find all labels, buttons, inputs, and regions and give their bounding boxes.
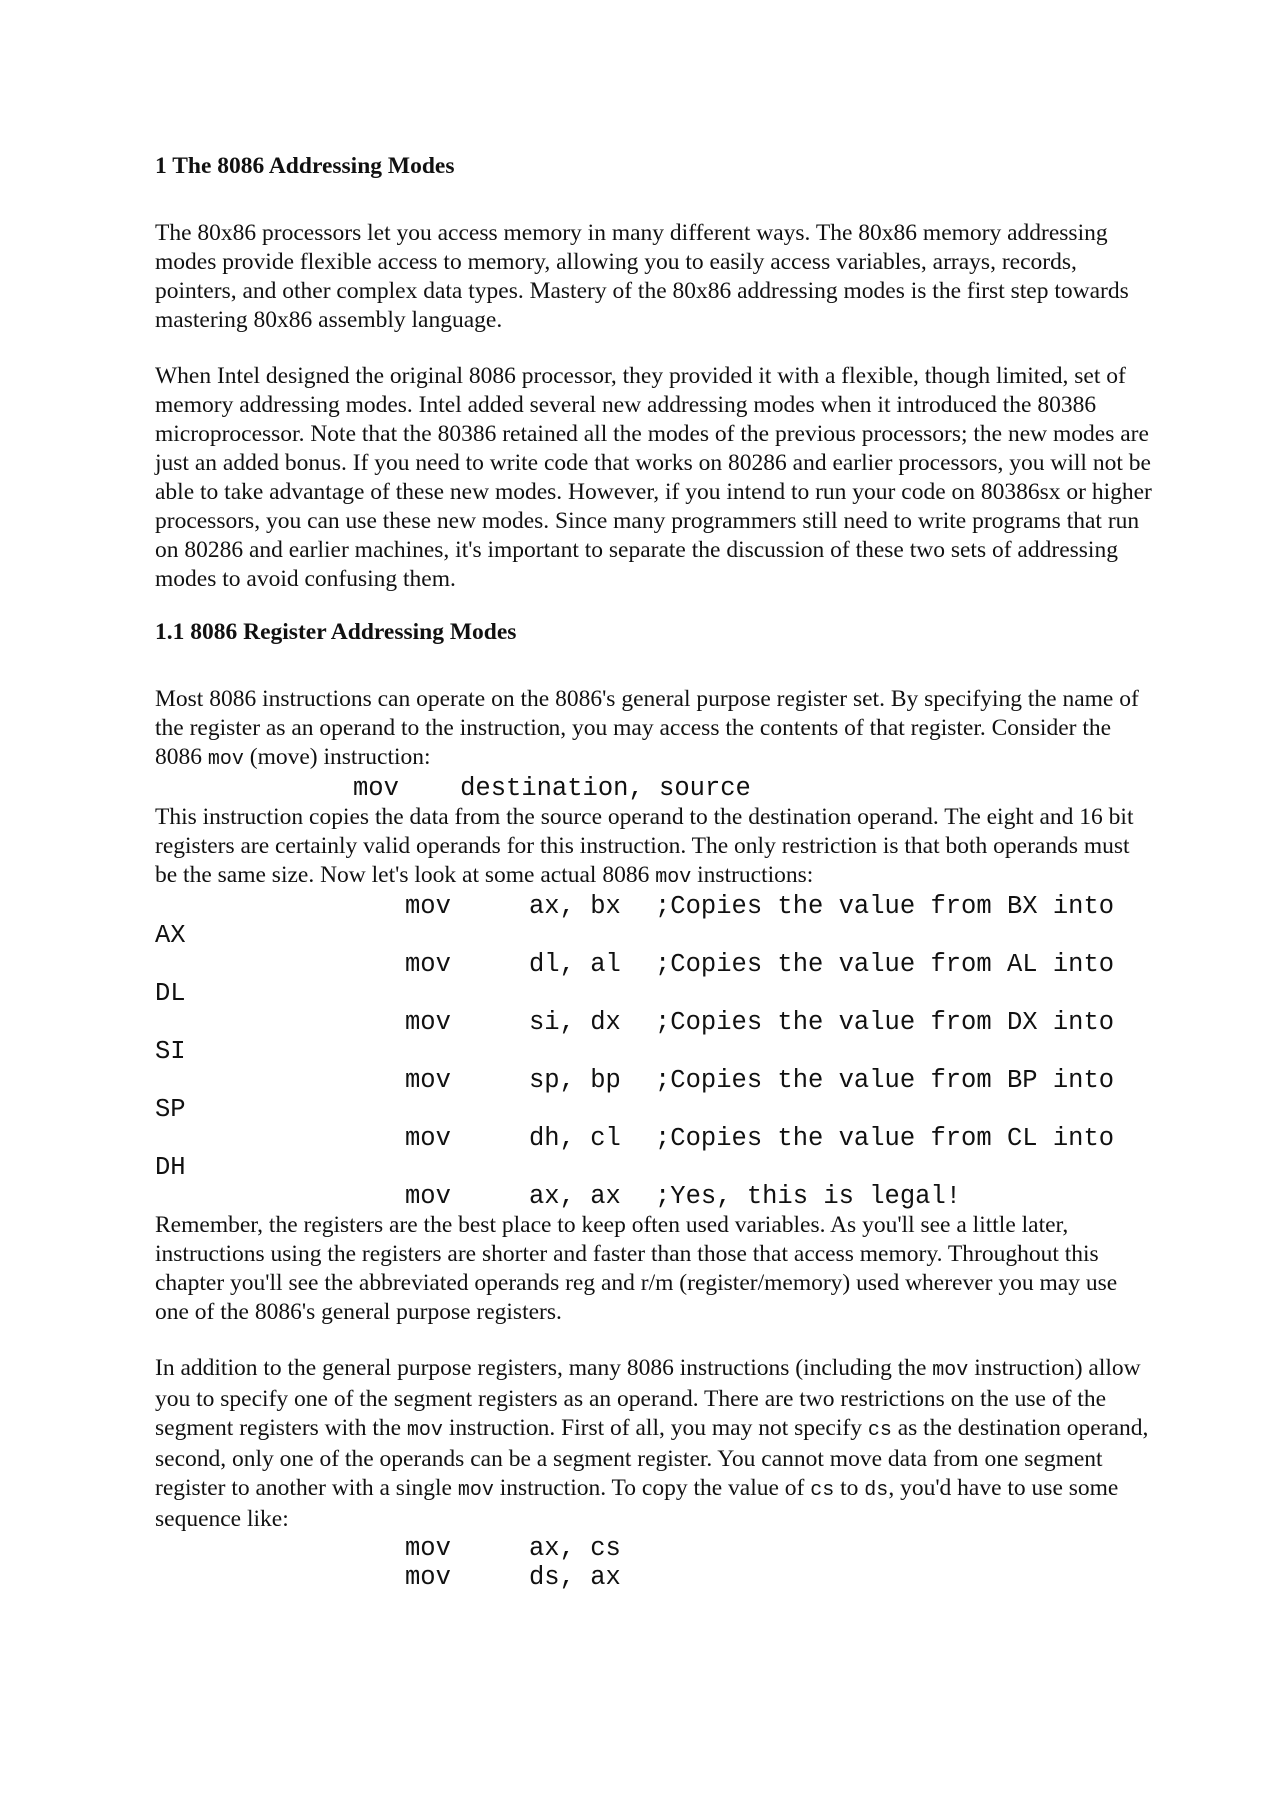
text-run: In addition to the general purpose registers, many 8086 instructions (including the [155,1355,933,1381]
text-run: This instruction copies the data from the source operand to the destination operand. The eight and 16 bit registers are certainly valid operands for this instruction. The only restriction is that both operands must be the same size. Now let's look at some actual 8086 [155,804,1134,888]
text-run: instruction. First of all, you may not specify [442,1415,868,1441]
text-run: as the destination operand, second, only one of the operands can be a segment register. You cannot move data from one segment register to another with a single [155,1415,1149,1501]
code-args: si, dx [529,1008,621,1037]
code-op: mov [405,1563,451,1592]
code-op: mov [405,1182,451,1211]
format-code-line: mov destination, source [353,774,751,803]
segment-paragraph [155,1354,1155,1534]
code-args: dh, cl [529,1124,621,1153]
example-code-block [155,892,1155,1211]
text-run: instructions: [691,862,814,888]
code-op: mov [405,950,451,979]
text-run: Most 8086 instructions can operate on the 8086's general purpose register set. By specifying the name of the register as an operand to the instruction, you may access the contents of that register. Consider the 8086 [155,686,1139,770]
code-comment: ;Copies the value from BX into [655,892,1115,921]
intro-paragraph: The 80x86 processors let you access memory in many different ways. The 80x86 memory addressing modes provide flexible access to memory, allowing you to easily access variables, arrays, records, pointers, and other complex data types. Mastery of the 80x86 addressing modes is the first step towards mastering 80x86 assembly language. [155,220,1129,333]
code-row [155,1534,1155,1563]
inline-code: ds [864,1479,889,1502]
text-run: (move) instruction: [243,744,431,770]
history-paragraph: When Intel designed the original 8086 processor, they provided it with a flexible, though limited, set of memory addressing modes. Intel added several new addressing modes when it introduced the 80386 microprocessor. Note that the 80386 retained all the modes of the previous processors; the new modes are just an added bonus. If you need to write code that works on 80286 and earlier processors, you will not be able to take advantage of these new modes. However, if you intend to run your code on 80386sx or higher processors, you can use these new modes. Since many programmers still need to write programs that run on 80286 and earlier machines, it's important to separate the discussion of these two sets of addressing modes to avoid confusing them. [155,363,1152,592]
code-continuation: DL [155,979,186,1008]
section-heading: 1 The 8086 Addressing Modes [155,153,455,179]
code-row [155,950,1155,1008]
code-comment: ;Copies the value from CL into [655,1124,1115,1153]
code-comment: ;Copies the value from AL into [655,950,1115,979]
text-run: to [834,1475,865,1501]
code-row [155,892,1155,950]
inline-code: mov [655,866,692,889]
inline-code: mov [207,748,244,771]
inline-code: cs [867,1419,892,1442]
code-row [155,1008,1155,1066]
code-comment: ;Copies the value from BP into [655,1066,1115,1095]
final-code-block [155,1534,1155,1592]
code-args: ax, cs [529,1534,621,1563]
inline-code: cs [810,1479,835,1502]
text-run: , you'd have to use some sequence like: [155,1475,1119,1532]
code-op: mov [405,1066,451,1095]
code-continuation: DH [155,1153,186,1182]
code-continuation: AX [155,921,186,950]
code-args: sp, bp [529,1066,621,1095]
remember-paragraph: Remember, the registers are the best place to keep often used variables. As you'll see a little later, instructions using the registers are shorter and faster than those that access memory. Throughout this chapter you'll see the abbreviated operands reg and r/m (register/memory) used wherever you may use one of the 8086's general purpose registers. [155,1212,1118,1325]
code-continuation: SP [155,1095,186,1124]
inline-code: mov [457,1479,494,1502]
code-row [155,1182,1155,1211]
text-run: instruction. To copy the value of [493,1475,811,1501]
text-run: instruction) allow you to specify one of the segment registers as an operand. There are two restrictions on the use of the segment registers with the [155,1355,1141,1441]
operands-paragraph [155,803,1155,892]
code-op: mov [405,892,451,921]
code-continuation: SI [155,1037,186,1066]
inline-code: mov [932,1359,969,1382]
code-op: mov [405,1534,451,1563]
code-op: mov [405,1008,451,1037]
code-row [155,1124,1155,1182]
subsection-heading: 1.1 8086 Register Addressing Modes [155,619,517,645]
code-row [155,1563,1155,1592]
document-page [155,152,1155,1592]
code-args: dl, al [529,950,621,979]
code-comment: ;Yes, this is legal! [655,1182,962,1211]
code-op: mov [405,1124,451,1153]
register-paragraph [155,685,1155,774]
inline-code: mov [406,1419,443,1442]
code-args: ds, ax [529,1563,621,1592]
code-comment: ;Copies the value from DX into [655,1008,1115,1037]
code-row [155,1066,1155,1124]
code-args: ax, bx [529,892,621,921]
code-args: ax, ax [529,1182,621,1211]
